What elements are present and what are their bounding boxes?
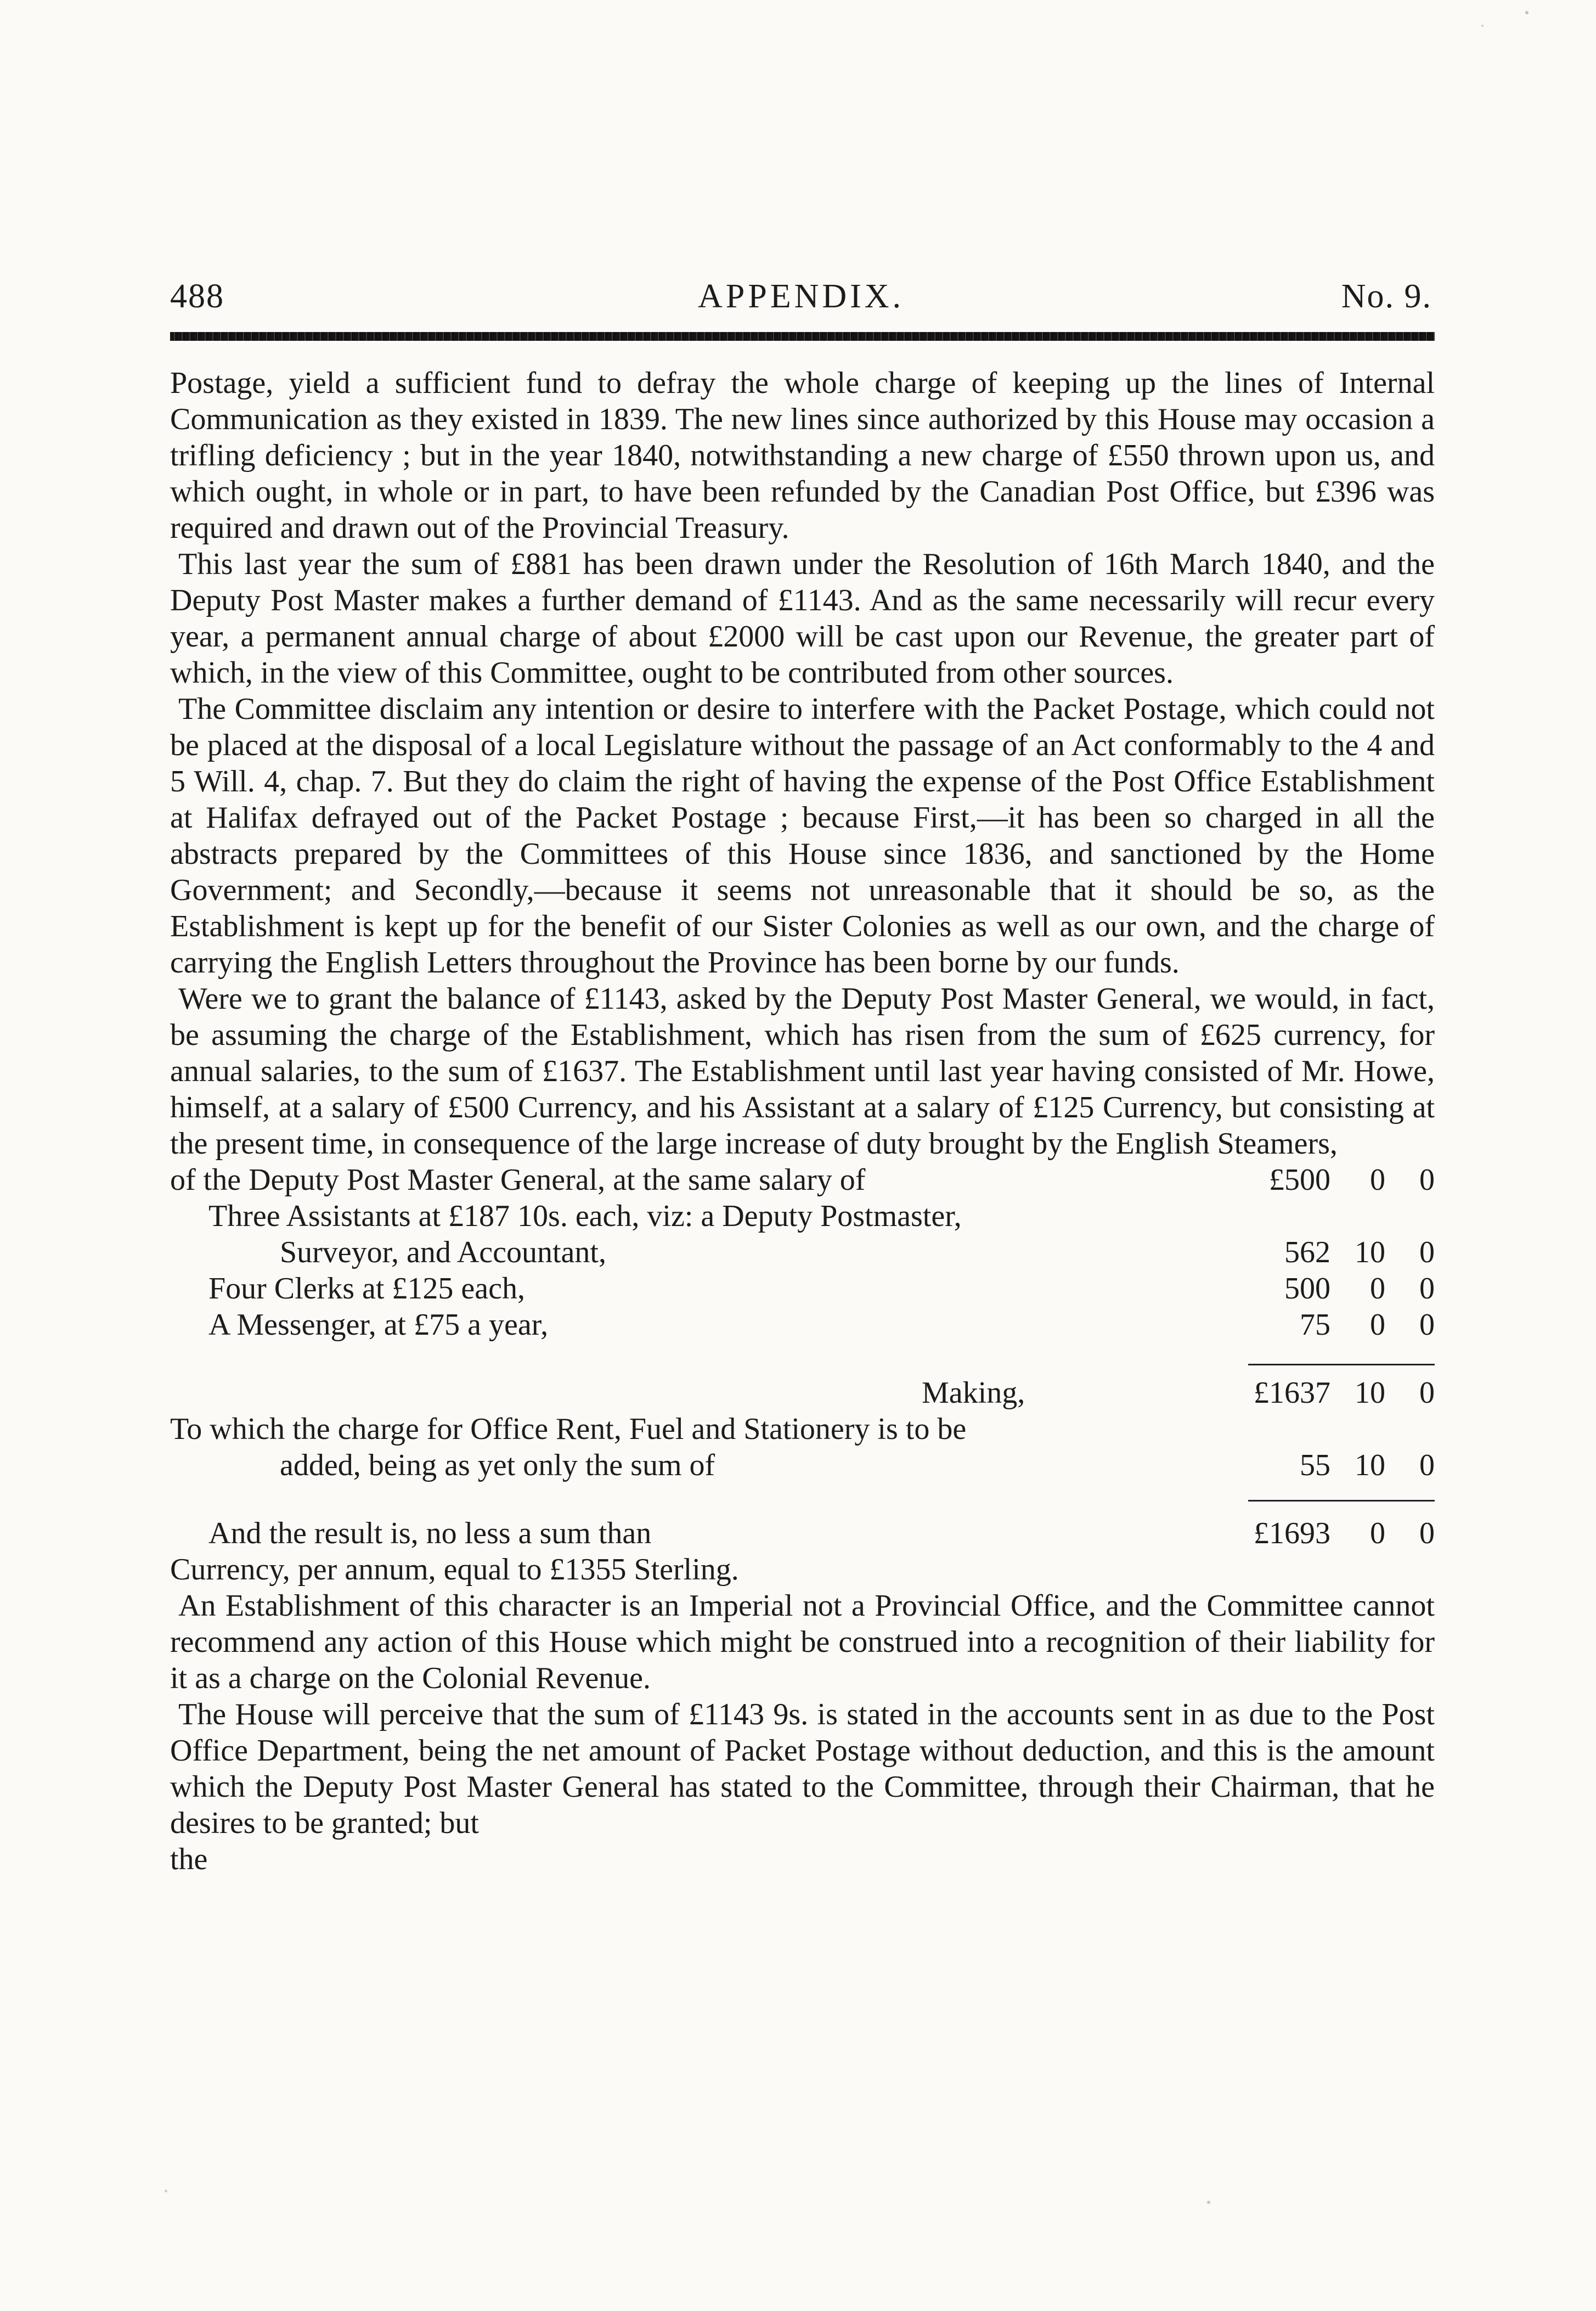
header-rule xyxy=(170,332,1435,341)
paragraph: The Committee disclaim any intention or desire to interfere with the Packet Postage, which could not be placed at the disposal of a local Legislature without the passage of an Act conformably to the 4 and 5 Will. 4, chap. 7. But they do claim the right of having the expense of the Post Office Establishment at Halifax defrayed out of the Packet Postage ; because First,—it has been so charged in all the abstracts prepared by the Committees of this House since 1836, and sanctioned by the Home Government; and Secondly,—because it seems not unreasonable that it should be so, as the Establishment is kept up for the benefit of our Sister Colonies as well as our own, and the charge of carrying the English Letters throughout the Province has been borne by our funds. xyxy=(170,692,1435,980)
ledger-label: Four Clerks at £125 each, xyxy=(208,1272,525,1306)
ledger-row xyxy=(170,1447,1435,1483)
paragraph: This last year the sum of £881 has been drawn under the Resolution of 16th March 1840, and the Deputy Post Master makes a further demand of £1143. And as the same necessarily will recur every year, a permanent annual charge of about £2000 will be cast upon our Revenue, the greater part of which, in the view of this Committee, ought to be contributed from other sources. xyxy=(170,547,1435,690)
ledger-shillings: 0 xyxy=(1370,1163,1385,1197)
ledger-spacer xyxy=(170,1483,1435,1515)
paragraph: Were we to grant the balance of £1143, asked by the Deputy Post Master General, we would, in fact, be assuming the charge of the Establishment, which has risen from the sum of £625 currency, for annual salaries, to the sum of £1637. The Establishment until last year having consisted of Mr. Howe, himself, at a salary of £500 Currency, and his Assistant at a salary of £125 Currency, but consisting at the present time, in consequence of the large increase of duty brought by the English Steamers, xyxy=(170,982,1435,1161)
ledger-row xyxy=(170,1411,1435,1447)
paragraph: Postage, yield a sufficient fund to defray the whole charge of keeping up the lines of Internal Communication as they existed in 1839. The new lines since authorized by this House may occasion a trifling deficiency ; but in the year 1840, notwithstanding a new charge of £550 thrown upon us, and which ought, in whole or in part, to have been refunded by the Canadian Post Office, but £396 was required and drawn out of the Provincial Treasury. xyxy=(170,366,1435,545)
extra-pounds: 55 xyxy=(1300,1448,1330,1482)
print-speck xyxy=(1481,25,1484,27)
print-speck xyxy=(165,2190,167,2192)
ledger-row xyxy=(170,1162,1435,1198)
page-title: APPENDIX. xyxy=(697,278,905,315)
total-shillings: 0 xyxy=(1370,1516,1385,1550)
document-number: No. 9. xyxy=(1341,278,1432,315)
ledger-label: A Messenger, at £75 a year, xyxy=(208,1308,549,1342)
running-head xyxy=(170,277,1432,321)
ledger-row xyxy=(170,1270,1435,1307)
ledger-pence: 0 xyxy=(1419,1308,1435,1342)
extra-charge-label: To which the charge for Office Rent, Fuel and Stationery is to be xyxy=(170,1412,967,1446)
subtotal-pence: 0 xyxy=(1419,1376,1435,1410)
ledger-pence: 0 xyxy=(1419,1163,1435,1197)
ledger-row xyxy=(170,1307,1435,1343)
paragraph: Currency, per annum, equal to £1355 Sterling. xyxy=(170,1553,739,1587)
ledger-row xyxy=(170,1234,1435,1270)
total-pence: 0 xyxy=(1419,1516,1435,1550)
ledger-label: Three Assistants at £187 10s. each, viz: a Deputy Postmaster, xyxy=(208,1199,962,1233)
ledger-pounds: 562 xyxy=(1284,1235,1330,1269)
extra-charge-label: added, being as yet only the sum of xyxy=(280,1448,715,1482)
ledger-pounds: 500 xyxy=(1284,1272,1330,1306)
paragraph: An Establishment of this character is an Imperial not a Provincial Office, and the Committee cannot recommend any action of this House which might be construed into a recognition of their liability for it as a charge on the Colonial Revenue. xyxy=(170,1589,1435,1695)
ledger-subtotal xyxy=(170,1375,1435,1411)
ledger-total xyxy=(170,1515,1435,1551)
ledger-shillings: 0 xyxy=(1370,1308,1385,1342)
ledger-label: of the Deputy Post Master General, at the same salary of xyxy=(170,1163,866,1197)
ledger-row xyxy=(170,1198,1435,1234)
subtotal-label: Making, xyxy=(922,1376,1025,1410)
salary-ledger xyxy=(170,1162,1435,1551)
print-speck xyxy=(1207,2201,1210,2204)
sum-rule xyxy=(1248,1364,1435,1365)
subtotal-shillings: 10 xyxy=(1355,1376,1385,1410)
extra-pence: 0 xyxy=(1419,1448,1435,1482)
ledger-label: Surveyor, and Accountant, xyxy=(280,1235,606,1269)
ledger-pounds: £500 xyxy=(1269,1163,1330,1197)
paragraph: The House will perceive that the sum of £1143 9s. is stated in the accounts sent in as due to the Post Office Department, being the net amount of Packet Postage without deduction, and this is the amount which the Deputy Post Master General has stated to the Committee, through their Chairman, that he desires to be granted; but xyxy=(170,1697,1435,1840)
ledger-pounds: 75 xyxy=(1300,1308,1330,1342)
sum-rule xyxy=(1248,1500,1435,1502)
ledger-pence: 0 xyxy=(1419,1235,1435,1269)
subtotal-pounds: £1637 xyxy=(1254,1376,1330,1410)
total-label: And the result is, no less a sum than xyxy=(208,1516,652,1550)
print-speck xyxy=(1525,11,1529,14)
extra-shillings: 10 xyxy=(1355,1448,1385,1482)
ledger-pence: 0 xyxy=(1419,1272,1435,1306)
ledger-spacer xyxy=(170,1343,1435,1375)
page-number: 488 xyxy=(170,278,224,315)
ledger-shillings: 0 xyxy=(1370,1272,1385,1306)
total-pounds: £1693 xyxy=(1254,1516,1330,1550)
catchword: the xyxy=(170,1842,208,1876)
ledger-shillings: 10 xyxy=(1355,1235,1385,1269)
body-text xyxy=(170,365,1435,1877)
